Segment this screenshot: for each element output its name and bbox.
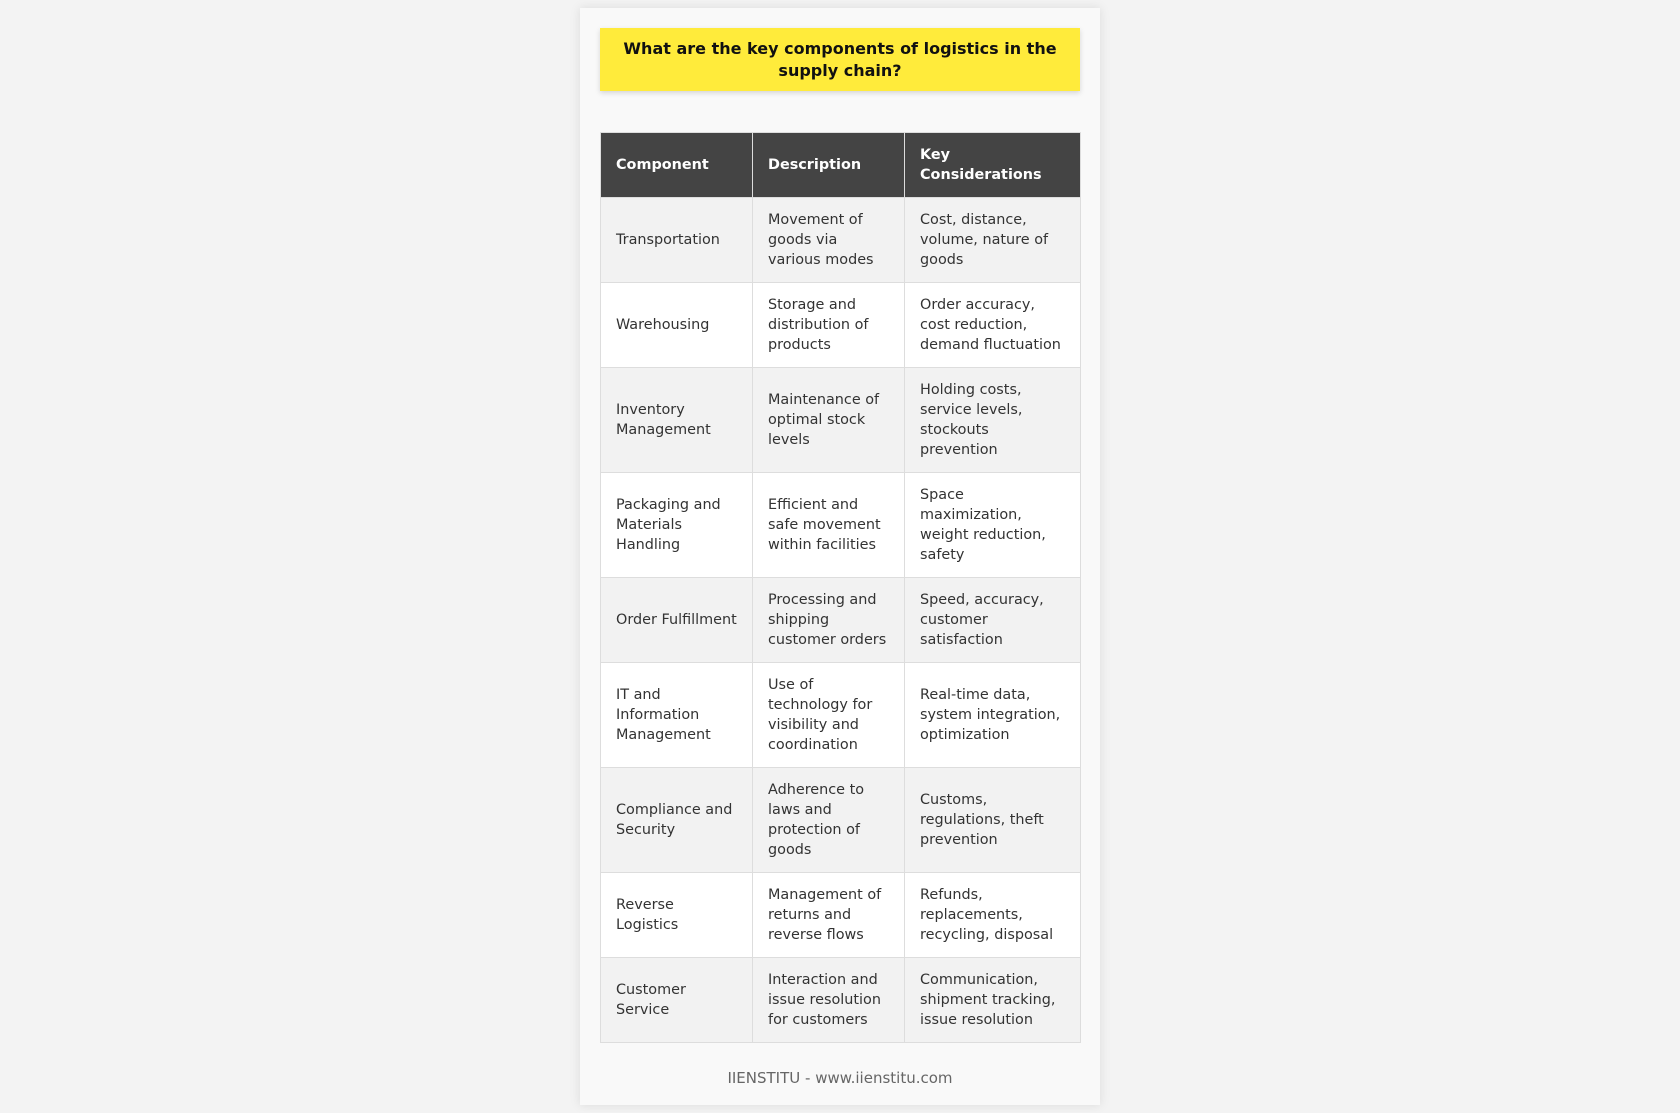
- table-row: [601, 198, 1081, 283]
- cell-component: Customer Service: [601, 958, 753, 1043]
- page-title: What are the key components of logistics in the supply chain?: [623, 38, 1057, 80]
- table-row: [601, 768, 1081, 873]
- table-row: [601, 473, 1081, 578]
- content-card: [580, 8, 1100, 1105]
- footer-credit: IIENSTITU - www.iienstitu.com: [727, 1069, 953, 1087]
- cell-description: Management of returns and reverse flows: [753, 873, 905, 958]
- column-header-component: Component: [601, 133, 753, 198]
- cell-key-considerations: Communication, shipment tracking, issue resolution: [905, 958, 1081, 1043]
- cell-key-considerations: Customs, regulations, theft prevention: [905, 768, 1081, 873]
- table-row: [601, 958, 1081, 1043]
- cell-key-considerations: Holding costs, service levels, stockouts prevention: [905, 368, 1081, 473]
- cell-component: Warehousing: [601, 283, 753, 368]
- cell-key-considerations: Refunds, replacements, recycling, disposal: [905, 873, 1081, 958]
- cell-key-considerations: Order accuracy, cost reduction, demand fluctuation: [905, 283, 1081, 368]
- cell-key-considerations: Real-time data, system integration, optimization: [905, 663, 1081, 768]
- table-row: [601, 873, 1081, 958]
- table-row: [601, 368, 1081, 473]
- cell-description: Movement of goods via various modes: [753, 198, 905, 283]
- cell-description: Maintenance of optimal stock levels: [753, 368, 905, 473]
- title-banner: [600, 28, 1080, 91]
- table-row: [601, 663, 1081, 768]
- cell-component: Order Fulfillment: [601, 578, 753, 663]
- cell-description: Efficient and safe movement within facilities: [753, 473, 905, 578]
- cell-description: Use of technology for visibility and coordination: [753, 663, 905, 768]
- column-header-key-considerations: Key Considerations: [905, 133, 1081, 198]
- cell-description: Storage and distribution of products: [753, 283, 905, 368]
- cell-component: Packaging and Materials Handling: [601, 473, 753, 578]
- cell-component: Reverse Logistics: [601, 873, 753, 958]
- cell-key-considerations: Space maximization, weight reduction, safety: [905, 473, 1081, 578]
- cell-component: Transportation: [601, 198, 753, 283]
- table-row: [601, 578, 1081, 663]
- cell-description: Adherence to laws and protection of goods: [753, 768, 905, 873]
- cell-component: Inventory Management: [601, 368, 753, 473]
- cell-component: IT and Information Management: [601, 663, 753, 768]
- table-row: [601, 283, 1081, 368]
- cell-key-considerations: Speed, accuracy, customer satisfaction: [905, 578, 1081, 663]
- cell-key-considerations: Cost, distance, volume, nature of goods: [905, 198, 1081, 283]
- cell-description: Processing and shipping customer orders: [753, 578, 905, 663]
- table-header-row: [601, 133, 1081, 198]
- cell-description: Interaction and issue resolution for customers: [753, 958, 905, 1043]
- components-table: [600, 132, 1081, 1043]
- cell-component: Compliance and Security: [601, 768, 753, 873]
- column-header-description: Description: [753, 133, 905, 198]
